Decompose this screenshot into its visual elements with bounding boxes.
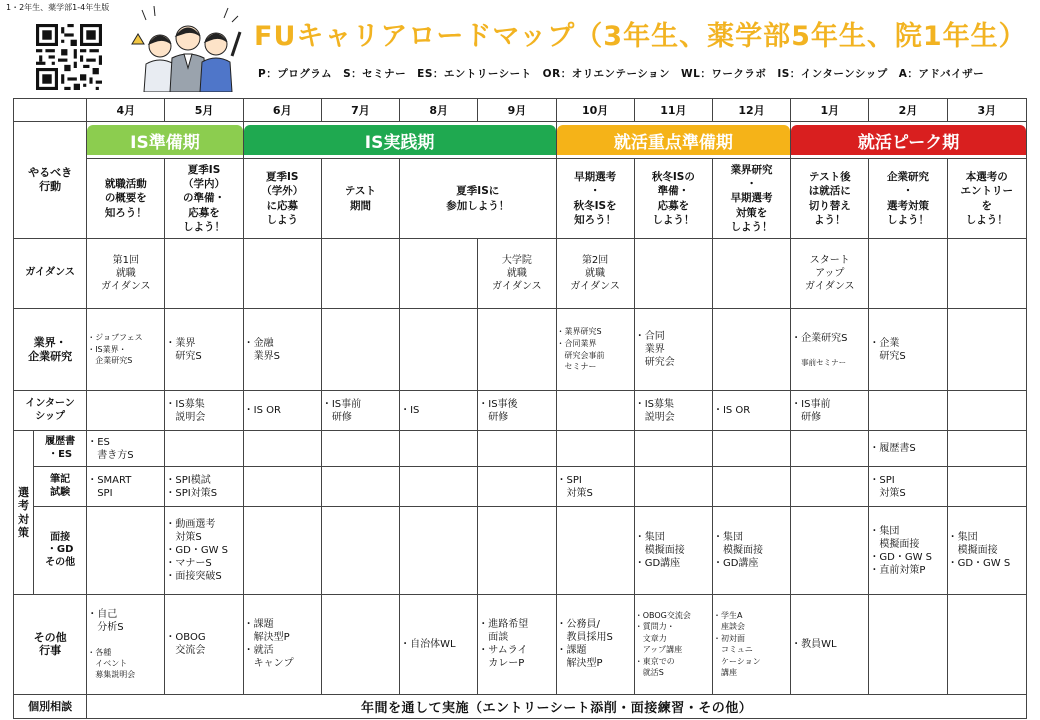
interview-feb: ・集団 模擬面接 ・GD・GW S ・直前対策P (869, 507, 947, 595)
month-jan: 1月 (791, 99, 869, 122)
month-sep: 9月 (478, 99, 556, 122)
other-sep: ・進路希望 面談 ・サムライ カレーP (478, 595, 556, 695)
interview-label: 面接 ・GD その他 (34, 507, 87, 595)
research-row (14, 309, 1027, 391)
written-oct: ・SPI 対策S (556, 467, 634, 507)
month-jul: 7月 (321, 99, 399, 122)
research-jan (791, 309, 869, 391)
internship-jul: ・IS事前 研修 (321, 391, 399, 431)
goal-jan: テスト後 は就活に 切り替え よう！ (791, 159, 869, 239)
other-events-row (14, 595, 1027, 695)
guidance-apr: 第1回 就職 ガイダンス (87, 239, 165, 309)
other-dec: ・学生A 座談会 ・初対面 コミュニ ケーション 講座 (712, 595, 790, 695)
header (0, 0, 1040, 96)
consult-row (14, 694, 1027, 718)
other-oct: ・公務員/ 教員採用S ・課題 解決型P (556, 595, 634, 695)
other-jun: ・課題 解決型P ・就活 キャンプ (243, 595, 321, 695)
research-nov: ・合同 業界 研究会 (634, 309, 712, 391)
research-feb: ・企業 研究S (869, 309, 947, 391)
other-apr-sub: ・各種 イベント 募集説明会 (87, 648, 136, 680)
guidance-row (14, 239, 1027, 309)
written-test-label: 筆記 試験 (34, 467, 87, 507)
research-jun: ・金融 業界S (243, 309, 321, 391)
goal-feb: 企業研究 ・ 選考対策 しよう！ (869, 159, 947, 239)
goal-may: 夏季IS （学内） の準備・ 応募を しよう！ (165, 159, 243, 239)
resume-label: 履歴書 ・ES (34, 431, 87, 467)
goals-label: やるべき 行動 (14, 122, 87, 239)
grade-note: 1・2年生、薬学部1-4年生版 (6, 3, 110, 12)
goal-nov: 秋冬ISの 準備・ 応募を しよう！ (634, 159, 712, 239)
roadmap-table (13, 98, 1027, 719)
interview-nov: ・集団 模擬面接 ・GD講座 (634, 507, 712, 595)
goal-apr: 就職活動 の概要を 知ろう！ (87, 159, 165, 239)
interview-may: ・動画選考 対策S ・GD・GW S ・マナーS ・面接突破S (165, 507, 243, 595)
other-may: ・OBOG 交流会 (165, 595, 243, 695)
guidance-jan: スタート アップ ガイダンス (791, 239, 869, 309)
consult-label: 個別相談 (14, 694, 87, 718)
phase-job-peak: 就活ピーク期 (791, 125, 1026, 155)
phase-is-prep: IS準備期 (87, 125, 242, 155)
guidance-label: ガイダンス (14, 239, 87, 309)
other-nov: ・OBOG交流会 ・質問力・ 文章力 アップ講座 ・東京での 就活S (634, 595, 712, 695)
month-apr: 4月 (87, 99, 165, 122)
corner-cell (14, 99, 87, 122)
goal-oct: 早期選考 ・ 秋冬ISを 知ろう！ (556, 159, 634, 239)
research-jan-main: ・企業研究S (791, 332, 848, 344)
written-may: ・SPI模試 ・SPI対策S (165, 467, 243, 507)
resume-apr: ・ES 書き方S (87, 431, 165, 467)
internship-row (14, 391, 1027, 431)
page-title: FUキャリアロードマップ（3年生、薬学部5年生、院1年生） (254, 21, 1027, 52)
month-feb: 2月 (869, 99, 947, 122)
internship-sep: ・IS事後 研修 (478, 391, 556, 431)
month-header-row (14, 99, 1027, 122)
other-jan: ・教員WL (791, 595, 869, 695)
abbreviation-legend: P：プログラム S：セミナー ES：エントリーシート OR：オリエンテーション WL：ワークラボ IS：インターンシップ A：アドバイザー (258, 68, 985, 80)
written-feb: ・SPI 対策S (869, 467, 947, 507)
goal-dec: 業界研究 ・ 早期選考 対策を しよう！ (712, 159, 790, 239)
guidance-oct: 第2回 就職 ガイダンス (556, 239, 634, 309)
research-oct: ・業界研究S ・合同業界 研究会事前 セミナー (556, 309, 634, 391)
month-oct: 10月 (556, 99, 634, 122)
qr-code-icon (36, 24, 102, 90)
internship-nov: ・IS募集 説明会 (634, 391, 712, 431)
month-may: 5月 (165, 99, 243, 122)
internship-jan: ・IS事前 研修 (791, 391, 869, 431)
other-aug: ・自治体WL (400, 595, 478, 695)
goal-jul: テスト 期間 (321, 159, 399, 239)
research-may: ・業界 研究S (165, 309, 243, 391)
interview-dec: ・集団 模擬面接 ・GD講座 (712, 507, 790, 595)
month-mar: 3月 (947, 99, 1026, 122)
other-apr (87, 595, 165, 695)
month-nov: 11月 (634, 99, 712, 122)
interview-row (14, 507, 1027, 595)
resume-row (14, 431, 1027, 467)
phase-is-practice: IS実践期 (244, 125, 556, 155)
interview-mar: ・集団 模擬面接 ・GD・GW S (947, 507, 1026, 595)
selection-group-label: 選 考 対 策 (14, 431, 34, 595)
written-test-row (14, 467, 1027, 507)
guidance-sep: 大学院 就職 ガイダンス (478, 239, 556, 309)
consult-text: 年間を通して実施（エントリーシート添削・面接練習・その他） (87, 694, 1027, 718)
internship-aug: ・IS (400, 391, 478, 431)
goal-jun: 夏季IS （学外） に応募 しよう (243, 159, 321, 239)
goal-mar: 本選考の エントリー を しよう！ (947, 159, 1026, 239)
research-label: 業界・ 企業研究 (14, 309, 87, 391)
month-aug: 8月 (400, 99, 478, 122)
phase-row (14, 122, 1027, 159)
internship-may: ・IS募集 説明会 (165, 391, 243, 431)
other-events-label: その他 行事 (14, 595, 87, 695)
other-apr-main: ・自己 分析S (87, 609, 124, 633)
internship-label: インターン シップ (14, 391, 87, 431)
month-dec: 12月 (712, 99, 790, 122)
goal-aug-sep: 夏季ISに 参加しよう！ (400, 159, 556, 239)
phase-job-prep: 就活重点準備期 (557, 125, 791, 155)
internship-dec: ・IS OR (712, 391, 790, 431)
internship-jun: ・IS OR (243, 391, 321, 431)
research-apr: ・ジョブフェス ・IS業界・ 企業研究S (87, 309, 165, 391)
month-jun: 6月 (243, 99, 321, 122)
resume-feb: ・履歴書S (869, 431, 947, 467)
written-apr: ・SMART SPI (87, 467, 165, 507)
research-jan-sub: 事前セミナー (801, 357, 847, 367)
goals-row (14, 159, 1027, 239)
students-illustration (128, 4, 248, 92)
